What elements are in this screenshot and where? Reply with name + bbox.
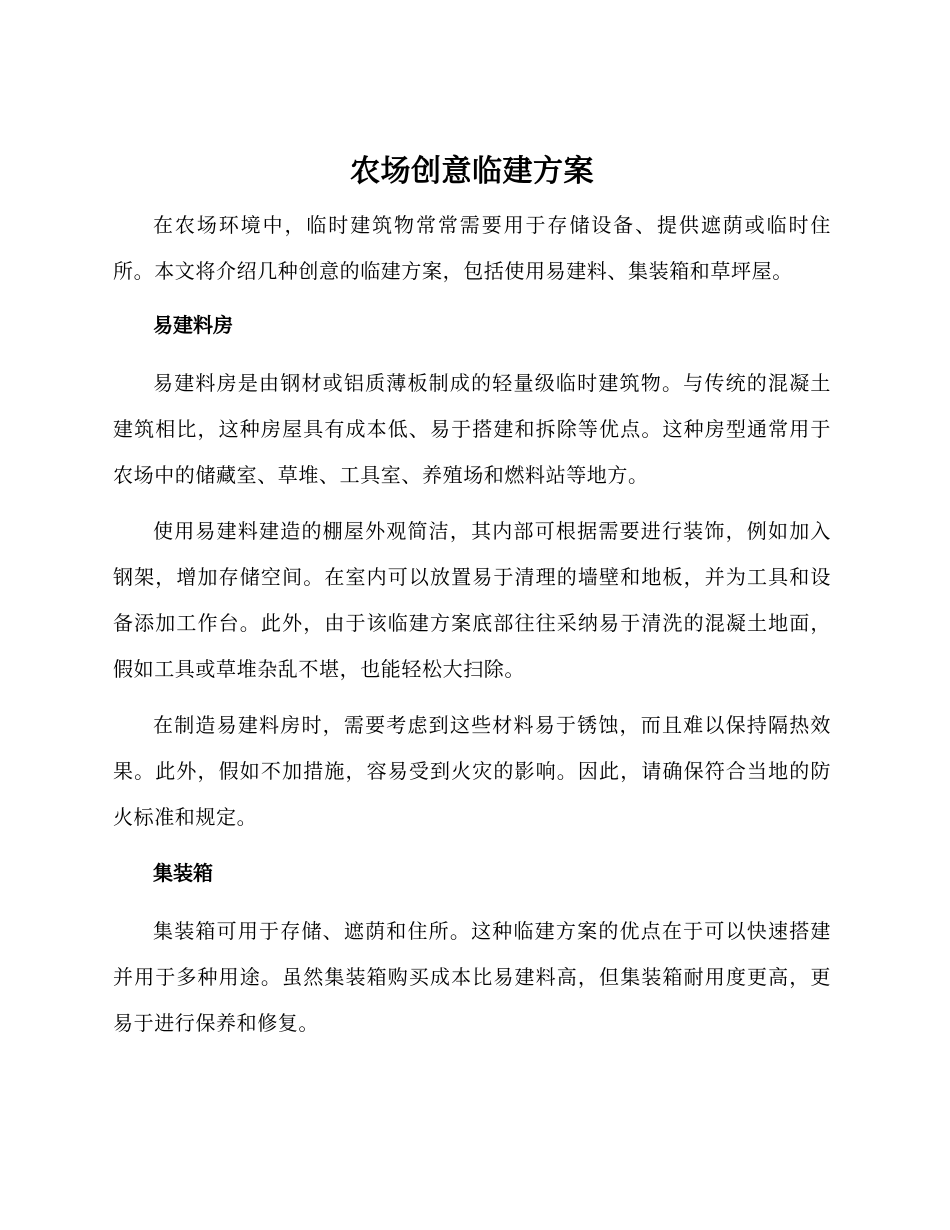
paragraph: 使用易建料建造的棚屋外观简洁，其内部可根据需要进行装饰，例如加入钢架，增加存储空间。在室内可以放置易于清理的墙壁和地板，并为工具和设备添加工作台。此外，由于该临建方案底部往往采纳易于清洗的混凝土地面，假如工具或草堆杂乱不堪，也能轻松大扫除。 xyxy=(113,519,831,681)
paragraph: 集装箱可用于存储、遮荫和住所。这种临建方案的优点在于可以快速搭建并用于多种用途。虽然集装箱购买成本比易建料高，但集装箱耐用度更高，更易于进行保养和修复。 xyxy=(113,919,831,1035)
section-container xyxy=(113,850,831,1046)
section-heading: 集装箱 xyxy=(153,861,213,885)
intro-paragraph: 在农场环境中，临时建筑物常常需要用于存储设备、提供遮荫或临时住所。本文将介绍几种创意的临建方案，包括使用易建料、集装箱和草坪屋。 xyxy=(113,213,831,283)
paragraph: 在制造易建料房时，需要考虑到这些材料易于锈蚀，而且难以保持隔热效果。此外，假如不加措施，容易受到火灾的影响。因此，请确保符合当地的防火标准和规定。 xyxy=(113,713,831,829)
paragraph: 易建料房是由钢材或铝质薄板制成的轻量级临时建筑物。与传统的混凝土建筑相比，这种房屋具有成本低、易于搭建和拆除等优点。这种房型通常用于农场中的储藏室、草堆、工具室、养殖场和燃料站等地方。 xyxy=(113,371,831,487)
section-easy-build-house xyxy=(113,302,831,840)
section-heading: 易建料房 xyxy=(153,313,233,337)
document-title: 农场创意临建方案 xyxy=(350,154,594,189)
document-page xyxy=(113,150,831,1056)
